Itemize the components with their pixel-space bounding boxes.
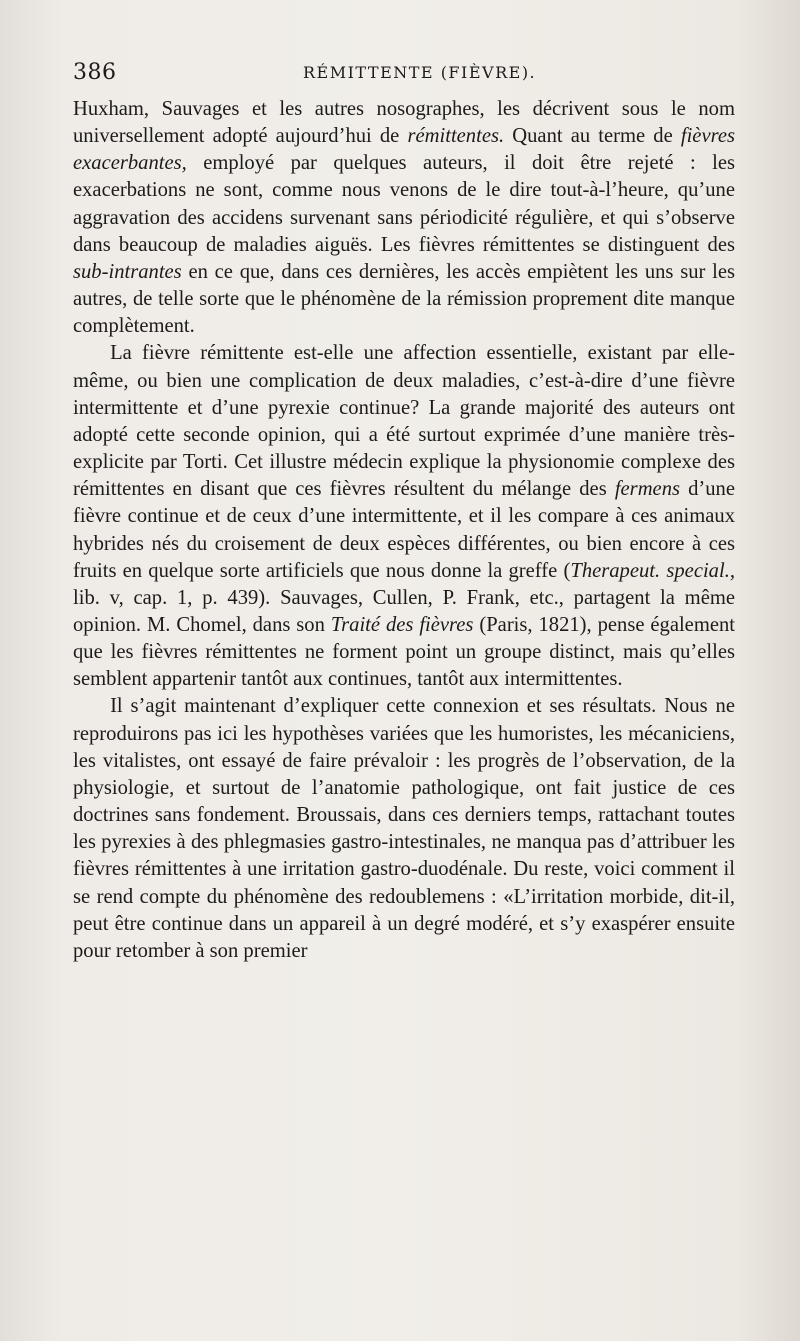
italic-text: rémittentes.	[407, 125, 505, 148]
text-run: La fièvre rémittente est-elle une affection essentielle, existant par elle-même, ou bien une complication de deux maladies, c’est-à-dire d’une fièvre intermittente et d’une pyrexie continue? La grande majorité des auteurs ont adopté cette seconde opinion, qui a été surtout exprimée d’une manière très-explicite par Torti. Cet illustre médecin explique la physionomie complexe des rémittentes en disant que ces fièvres résultent du mélange des	[73, 342, 735, 501]
paragraph	[73, 693, 735, 965]
paragraph	[73, 340, 735, 693]
text-run: lib. v, cap. 1, p. 439). Sauvages, Cullen, P. Frank, etc., partagent la même opinion. M. Chomel, dans son	[73, 586, 735, 636]
text-run: en ce que, dans ces dernières, les accès empiètent les uns sur les autres, de telle sorte que le phénomène de la rémission proprement dite manque complètement.	[73, 260, 735, 338]
page-number: 386	[73, 60, 117, 85]
paragraph	[73, 96, 735, 340]
page-header	[73, 60, 735, 94]
text-run: (Paris, 1821), pense également que les fièvres rémittentes ne forment point un groupe distinct, mais qu’elles semblent appartenir tantôt aux continues, tantôt aux intermittentes.	[73, 613, 735, 691]
text-run: Il s’agit maintenant d’expliquer cette connexion et ses résultats. Nous ne reproduirons pas ici les hypothèses variées que les humoristes, les mécaniciens, les vitalistes, ont essayé de faire prévaloir : les progrès de l’observation, de la physiologie, et surtout de l’anatomie pathologique, ont fait justice de ces doctrines sans fondement. Broussais, dans ces derniers temps, rattachant toutes les pyrexies à des phlegmasies gastro-intestinales, ne manqua pas d’attribuer les fièvres rémittentes à une irritation gastro-duodénale. Du reste, voici comment il se rend compte du phénomène des redoublemens : «L’irritation morbide, dit-il, peut être continue dans un appareil à un degré modéré, et s’y exaspérer ensuite pour retomber à son premier	[73, 695, 735, 962]
running-head: RÉMITTENTE (FIÈVRE).	[303, 63, 537, 82]
text-run: Huxham, Sauvages et les autres nosographes, les décrivent sous le nom universellement adopté aujourd’hui de	[73, 98, 735, 148]
italic-text: fièvres exacerbantes,	[73, 125, 735, 175]
italic-text: Traité des fièvres	[330, 613, 474, 636]
body-text	[73, 96, 735, 965]
italic-text: Therapeut. special.,	[570, 559, 735, 582]
text-run: Quant au terme de	[504, 125, 681, 148]
italic-text: fermens	[614, 478, 681, 501]
italic-text: sub-intrantes	[73, 260, 182, 283]
text-run: employé par quelques auteurs, il doit être rejeté : les exacerbations ne sont, comme nous venons de le dire tout-à-l’heure, qu’une aggravation des accidens survenant sans périodicité régulière, et qui s’observe dans beaucoup de maladies aiguës. Les fièvres rémittentes se distinguent des	[73, 152, 735, 256]
text-run: d’une fièvre continue et de ceux d’une intermittente, et il les compare à ces animaux hybrides nés du croisement de deux espèces différentes, ou bien encore à ces fruits en quelque sorte artificiels que nous donne la greffe (	[73, 478, 735, 582]
